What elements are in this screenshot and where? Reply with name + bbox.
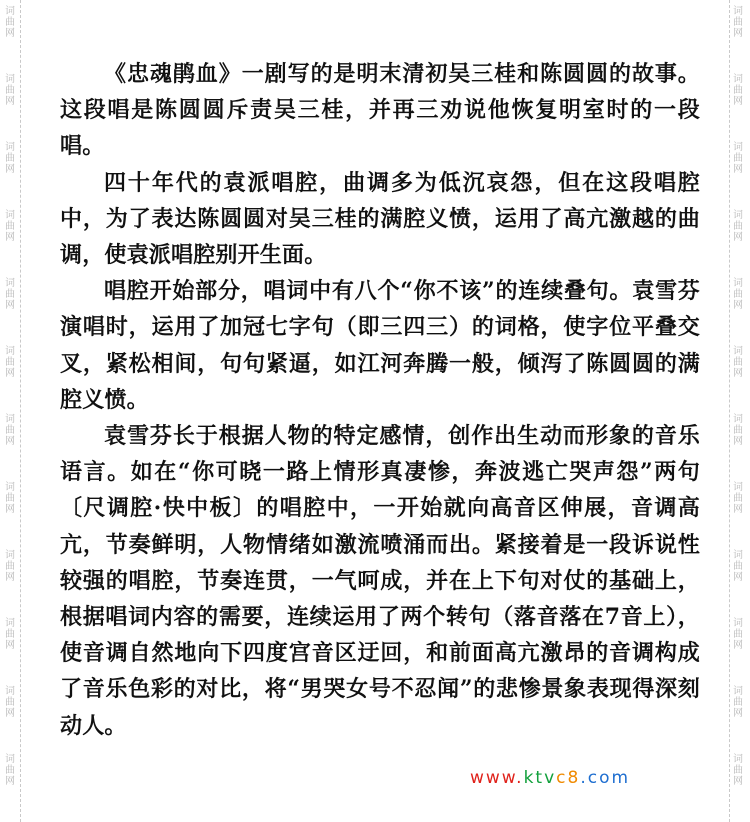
watermark-group	[0, 346, 20, 379]
watermark-group	[0, 6, 20, 39]
watermark-group	[0, 550, 20, 583]
watermark-group	[0, 278, 20, 311]
watermark-group	[0, 754, 20, 787]
watermark-char: 网	[733, 572, 743, 583]
watermark-group	[728, 6, 748, 39]
watermark-char: 网	[733, 708, 743, 719]
watermark-char: 词	[733, 210, 743, 221]
watermark-char: 网	[733, 164, 743, 175]
watermark-char: 词	[733, 142, 743, 153]
watermark-char: 曲	[733, 221, 743, 232]
watermark-group	[0, 210, 20, 243]
watermark-char: 曲	[5, 629, 15, 640]
watermark-char: 词	[733, 74, 743, 85]
watermark-group	[728, 686, 748, 719]
watermark-char: 网	[5, 504, 15, 515]
watermark-char: 曲	[5, 493, 15, 504]
site-url-watermark	[470, 768, 630, 788]
watermark-char: 词	[5, 210, 15, 221]
watermark-group	[728, 210, 748, 243]
watermark-group	[0, 482, 20, 515]
watermark-char: 网	[5, 232, 15, 243]
watermark-char: 网	[733, 300, 743, 311]
watermark-group	[728, 414, 748, 447]
paragraph-2: 四十年代的袁派唱腔，曲调多为低沉哀怨，但在这段唱腔中，为了表达陈圆圆对吴三桂的满腔义愤，运用了高亢激越的曲调，使袁派唱腔别开生面。	[60, 169, 700, 269]
url-part-ktv: ktv	[523, 768, 557, 788]
watermark-char: 网	[5, 164, 15, 175]
watermark-group	[728, 142, 748, 175]
watermark-char: 网	[5, 368, 15, 379]
watermark-char: 曲	[733, 153, 743, 164]
watermark-char: 网	[5, 436, 15, 447]
watermark-group	[728, 618, 748, 651]
watermark-char: 词	[733, 550, 743, 561]
watermark-char: 网	[733, 368, 743, 379]
watermark-char: 词	[5, 618, 15, 629]
watermark-char: 曲	[733, 493, 743, 504]
watermark-group	[728, 74, 748, 107]
watermark-char: 曲	[5, 289, 15, 300]
watermark-char: 网	[5, 708, 15, 719]
watermark-group	[0, 686, 20, 719]
watermark-char: 曲	[733, 561, 743, 572]
watermark-char: 曲	[5, 765, 15, 776]
watermark-char: 网	[5, 300, 15, 311]
watermark-group	[728, 346, 748, 379]
watermark-char: 网	[733, 232, 743, 243]
watermark-group	[728, 482, 748, 515]
watermark-char: 词	[5, 346, 15, 357]
watermark-char: 网	[5, 572, 15, 583]
watermark-char: 网	[5, 28, 15, 39]
watermark-char: 曲	[5, 561, 15, 572]
url-part-www: www.	[470, 768, 524, 788]
watermark-char: 词	[5, 482, 15, 493]
watermark-char: 曲	[5, 357, 15, 368]
watermark-char: 词	[5, 142, 15, 153]
watermark-group	[0, 618, 20, 651]
watermark-char: 词	[5, 6, 15, 17]
paragraph-4: 袁雪芬长于根据人物的特定感情，创作出生动而形象的音乐语言。如在“你可晓一路上情形真凄惨，奔波逃亡哭声怨”两句〔尺调腔·快中板〕的唱腔中，一开始就向高音区伸展，音调高亢，节奏鲜明，人物情绪如激流喷涌而出。紧接着是一段诉说性较强的唱腔，节奏连贯，一气呵成，并在上下句对仗的基础上，根据唱词内容的需要，连续运用了两个转句（落音落在7音上），使音调自然地向下四度宫音区迂回，和前面高亢激昂的音调构成了音乐色彩的对比，将“男哭女号不忍闻”的悲惨景象表现得深刻动人。	[60, 423, 700, 739]
watermark-char: 曲	[733, 697, 743, 708]
watermark-group	[728, 754, 748, 787]
watermark-char: 曲	[5, 697, 15, 708]
watermark-char: 网	[733, 776, 743, 787]
watermark-char: 词	[5, 754, 15, 765]
left-dashed-line	[20, 0, 21, 822]
watermark-char: 曲	[733, 629, 743, 640]
watermark-char: 曲	[5, 85, 15, 96]
watermark-char: 网	[5, 640, 15, 651]
watermark-char: 词	[733, 278, 743, 289]
article-body	[60, 56, 700, 744]
watermark-char: 词	[733, 6, 743, 17]
watermark-char: 词	[5, 686, 15, 697]
watermark-char: 曲	[733, 17, 743, 28]
watermark-char: 曲	[5, 221, 15, 232]
watermark-char: 网	[733, 640, 743, 651]
watermark-char: 曲	[5, 153, 15, 164]
watermark-group	[0, 142, 20, 175]
watermark-char: 曲	[5, 425, 15, 436]
watermark-group	[0, 74, 20, 107]
watermark-char: 网	[733, 504, 743, 515]
watermark-char: 词	[733, 346, 743, 357]
watermark-char: 词	[733, 618, 743, 629]
watermark-char: 网	[5, 776, 15, 787]
watermark-char: 曲	[733, 85, 743, 96]
watermark-char: 曲	[5, 17, 15, 28]
watermark-char: 曲	[733, 765, 743, 776]
watermark-char: 网	[733, 436, 743, 447]
watermark-char: 词	[5, 74, 15, 85]
watermark-char: 词	[5, 414, 15, 425]
right-watermark-strip	[728, 0, 750, 822]
watermark-char: 曲	[733, 357, 743, 368]
watermark-char: 词	[733, 686, 743, 697]
paragraph-1: 《忠魂鹃血》一剧写的是明末清初吴三桂和陈圆圆的故事。这段唱是陈圆圆斥责吴三桂，并再三劝说他恢复明室时的一段唱。	[60, 61, 700, 160]
watermark-char: 曲	[733, 289, 743, 300]
watermark-group	[728, 278, 748, 311]
watermark-char: 网	[5, 96, 15, 107]
url-part-c8: c8	[556, 768, 581, 788]
watermark-char: 词	[733, 754, 743, 765]
watermark-char: 曲	[733, 425, 743, 436]
watermark-char: 网	[733, 96, 743, 107]
watermark-char: 词	[733, 414, 743, 425]
watermark-char: 词	[5, 278, 15, 289]
watermark-char: 词	[733, 482, 743, 493]
left-watermark-strip	[0, 0, 22, 822]
watermark-group	[0, 414, 20, 447]
watermark-char: 词	[5, 550, 15, 561]
watermark-group	[728, 550, 748, 583]
paragraph-3: 唱腔开始部分，唱词中有八个“你不该”的连续叠句。袁雪芬演唱时，运用了加冠七字句（即三四三）的词格，使字位平叠交叉，紧松相间，句句紧逼，如江河奔腾一般，倾泻了陈圆圆的满腔义愤。	[60, 278, 700, 413]
url-part-com: .com	[580, 768, 631, 788]
watermark-char: 网	[733, 28, 743, 39]
